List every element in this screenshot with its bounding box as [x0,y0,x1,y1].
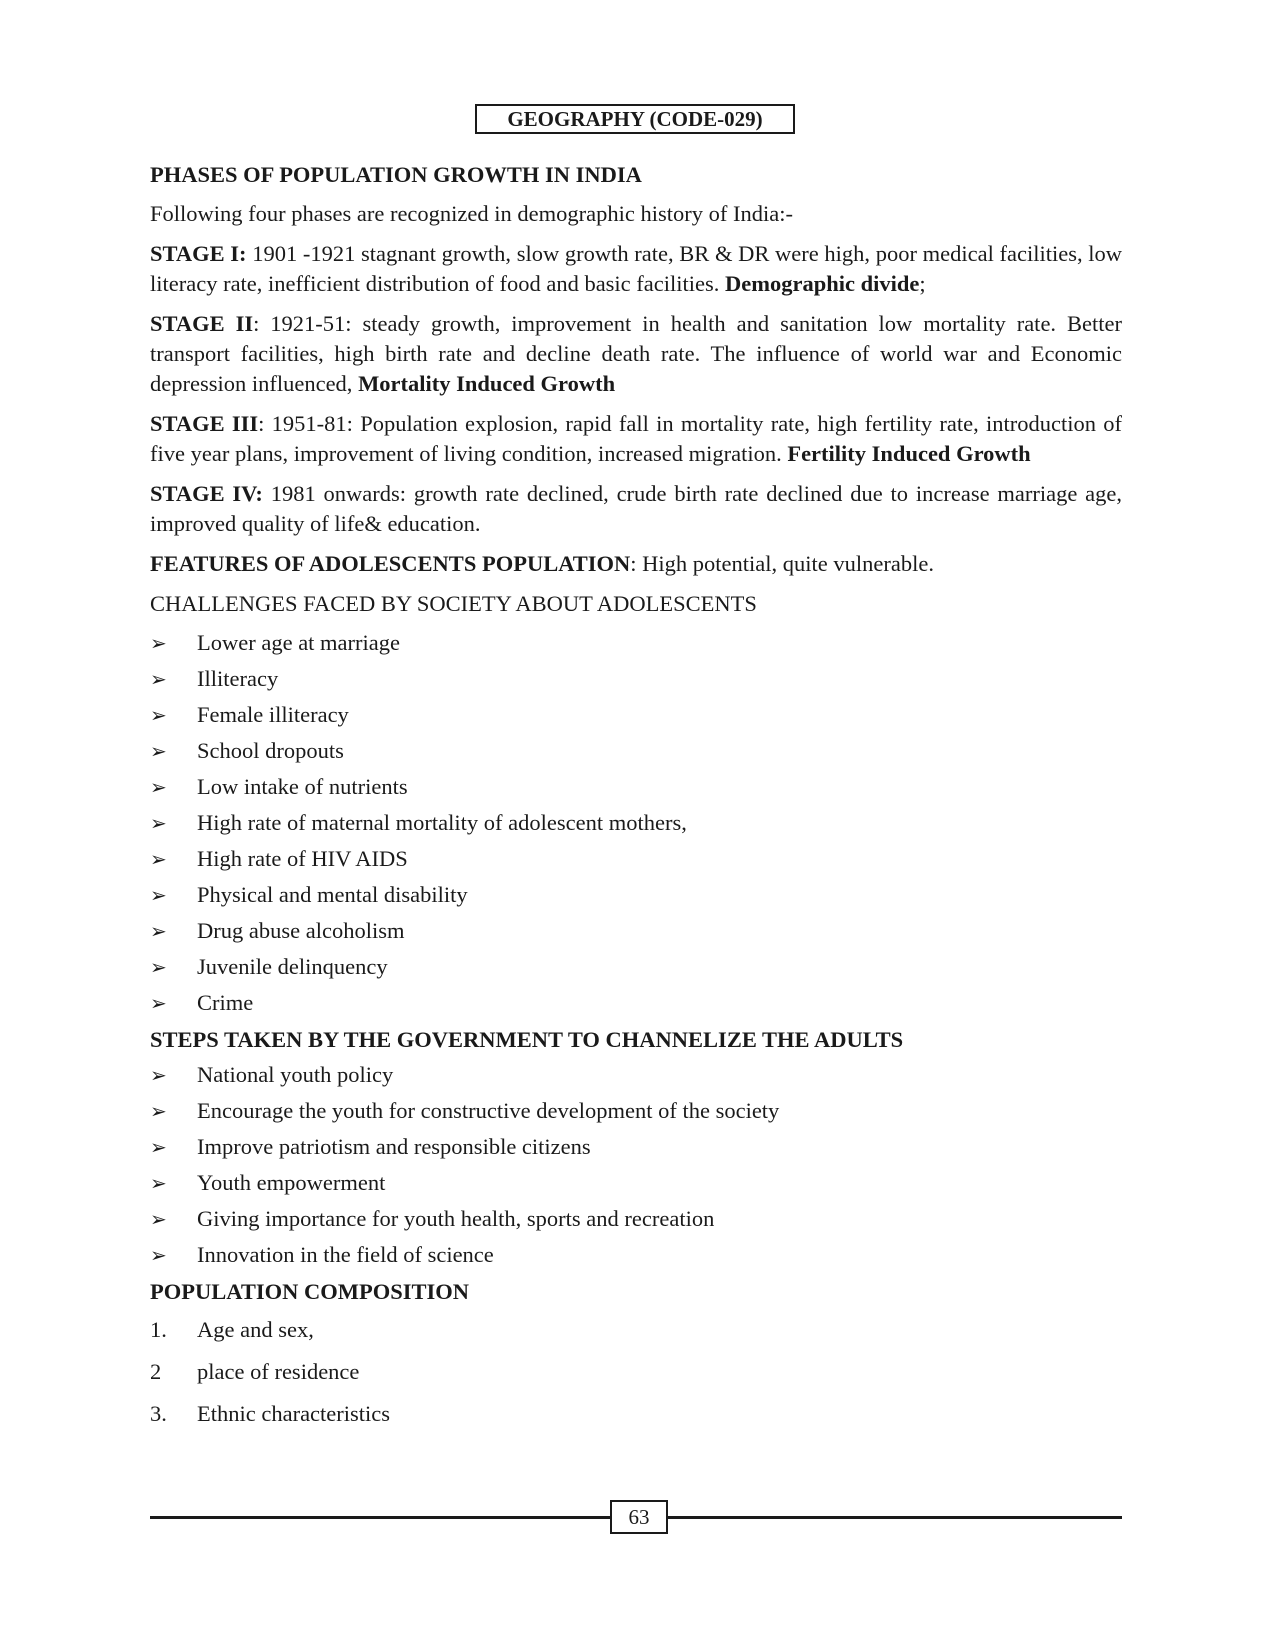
arrow-bullet-icon: ➢ [150,703,167,727]
stage-1-label: STAGE I: [150,241,247,266]
arrow-bullet-icon: ➢ [150,811,167,835]
list-item [150,733,1122,769]
list-item [150,769,1122,805]
list-item-text: Innovation in the field of science [197,1242,494,1267]
list-item-text: place of residence [197,1359,360,1384]
stage-1-paragraph [150,239,1122,299]
arrow-bullet-icon: ➢ [150,739,167,763]
list-item [150,1129,1122,1165]
list-item-text: Age and sex, [197,1317,314,1342]
list-number: 3. [150,1401,167,1426]
stage-2-label: STAGE II [150,311,254,336]
list-item-text: Low intake of nutrients [197,774,408,799]
list-item-text: Giving importance for youth health, sports and recreation [197,1206,715,1231]
list-item [150,1093,1122,1129]
stage-4-label: STAGE IV: [150,481,263,506]
stage-1-tail: ; [919,271,926,296]
arrow-bullet-icon: ➢ [150,883,167,907]
steps-heading: STEPS TAKEN BY THE GOVERNMENT TO CHANNELIZE THE ADULTS [150,1027,904,1052]
stage-3-text: : 1951-81: Population explosion, rapid fall in mortality rate, high fertility rate, introduction of five year plans, improvement of living condition, increased migration. [150,411,1122,466]
arrow-bullet-icon: ➢ [150,775,167,799]
list-item-text: Encourage the youth for constructive development of the society [197,1098,780,1123]
arrow-bullet-icon: ➢ [150,919,167,943]
list-item [150,877,1122,913]
stage-1-text: 1901 -1921 stagnant growth, slow growth rate, BR & DR were high, poor medical facilities, low literacy rate, inefficient distribution of food and basic facilities. [150,241,1123,296]
list-item [150,1393,1122,1435]
list-item-text: Drug abuse alcoholism [197,918,405,943]
challenges-heading: CHALLENGES FACED BY SOCIETY ABOUT ADOLESCENTS [150,591,757,616]
phases-heading: PHASES OF POPULATION GROWTH IN INDIA [150,162,642,187]
list-item [150,661,1122,697]
stage-4-paragraph [150,479,1122,539]
list-item [150,1309,1122,1351]
list-item [150,985,1122,1021]
list-item [150,697,1122,733]
arrow-bullet-icon: ➢ [150,631,167,655]
list-item [150,805,1122,841]
stage-3-label: STAGE III [150,411,259,436]
list-item [150,913,1122,949]
list-item-text: Crime [197,990,254,1015]
features-label: FEATURES OF ADOLESCENTS POPULATION [150,551,631,576]
stage-3-emphasis: Fertility Induced Growth [787,441,1031,466]
phases-intro: Following four phases are recognized in demographic history of India:- [150,201,793,226]
list-item [150,949,1122,985]
list-item-text: Improve patriotism and responsible citizens [197,1134,591,1159]
list-number: 2 [150,1359,162,1384]
arrow-bullet-icon: ➢ [150,991,167,1015]
features-paragraph [150,549,1122,579]
stage-2-emphasis: Mortality Induced Growth [358,371,616,396]
stage-2-text: : 1921-51: steady growth, improvement in health and sanitation low mortality rate. Better transport facilities, high birth rate and decline death rate. The influence of world war and Economic depression influenced, [150,311,1122,396]
page-number: 63 [610,1500,668,1534]
list-item-text: Physical and mental disability [197,882,468,907]
list-number: 1. [150,1317,167,1342]
steps-list [150,1057,1122,1273]
arrow-bullet-icon: ➢ [150,1063,167,1087]
list-item [150,1237,1122,1273]
list-item [150,1201,1122,1237]
list-item-text: Juvenile delinquency [197,954,388,979]
page-content [150,160,1122,1439]
arrow-bullet-icon: ➢ [150,1243,167,1267]
list-item-text: High rate of HIV AIDS [197,846,408,871]
list-item-text: High rate of maternal mortality of adolescent mothers, [197,810,687,835]
composition-heading: POPULATION COMPOSITION [150,1279,469,1304]
list-item-text: National youth policy [197,1062,394,1087]
list-item-text: Ethnic characteristics [197,1401,391,1426]
arrow-bullet-icon: ➢ [150,667,167,691]
list-item-text: Illiteracy [197,666,279,691]
arrow-bullet-icon: ➢ [150,1135,167,1159]
arrow-bullet-icon: ➢ [150,1099,167,1123]
stage-2-paragraph [150,309,1122,399]
list-item [150,841,1122,877]
list-item-text: School dropouts [197,738,344,763]
arrow-bullet-icon: ➢ [150,1171,167,1195]
arrow-bullet-icon: ➢ [150,955,167,979]
list-item [150,1351,1122,1393]
features-text: : High potential, quite vulnerable. [630,551,934,576]
challenges-list [150,625,1122,1021]
stage-1-emphasis: Demographic divide [725,271,920,296]
list-item [150,1057,1122,1093]
arrow-bullet-icon: ➢ [150,1207,167,1231]
stage-3-paragraph [150,409,1122,469]
page-header-title: GEOGRAPHY (CODE-029) [475,104,795,134]
list-item [150,625,1122,661]
list-item-text: Youth empowerment [197,1170,386,1195]
list-item-text: Female illiteracy [197,702,349,727]
list-item-text: Lower age at marriage [197,630,401,655]
arrow-bullet-icon: ➢ [150,847,167,871]
stage-4-text: 1981 onwards: growth rate declined, crude birth rate declined due to increase marriage age, improved quality of life& education. [150,481,1123,536]
list-item [150,1165,1122,1201]
composition-list [150,1309,1122,1435]
